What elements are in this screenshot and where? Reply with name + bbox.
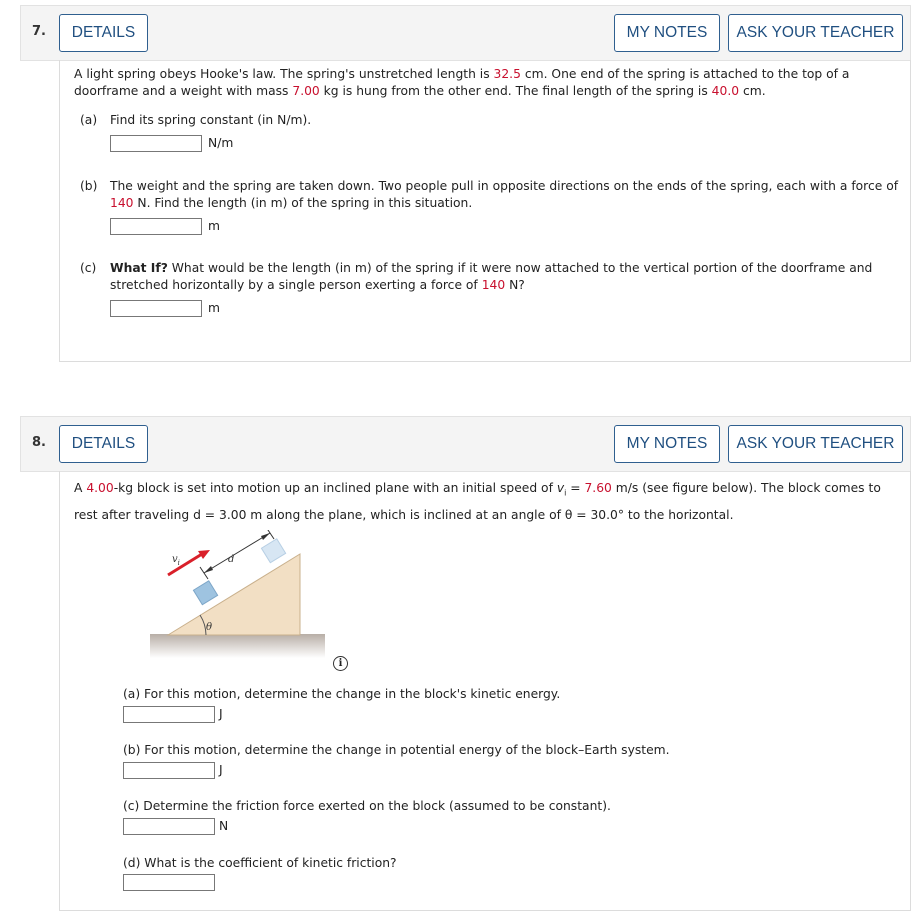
q8-part-c-text: (c) Determine the friction force exerted on the block (assumed to be constant). (123, 799, 611, 813)
q8-part-d-text: (d) What is the coefficient of kinetic friction? (123, 856, 397, 870)
my-notes-button[interactable]: MY NOTES (614, 14, 720, 52)
given-final-length: 40.0 (711, 84, 740, 98)
given-speed: 7.60 (584, 481, 612, 495)
q8-part-a-unit: J (219, 707, 223, 721)
part-c-text: What If? What would be the length (in m) of the spring if it were now attached to the vertical portion of the doorframe and stretched horizontally by a single person exerting a force of 140 N? (110, 261, 873, 292)
part-b-unit: m (208, 219, 220, 233)
part-c-unit: m (208, 301, 220, 315)
question-number: 7. (32, 24, 46, 39)
q8-part-b-unit: J (219, 763, 223, 777)
given-length: 32.5 (493, 67, 521, 81)
given-force: 140 (481, 278, 506, 292)
ground (150, 634, 325, 658)
part-a-label: (a) (80, 113, 98, 127)
my-notes-button[interactable]: MY NOTES (614, 425, 720, 463)
part-a-unit: N/m (208, 136, 234, 150)
block-final (261, 539, 285, 563)
given-mass: 4.00 (86, 481, 114, 495)
given-force: 140 (110, 196, 134, 210)
part-b-text: The weight and the spring are taken down. Two people pull in opposite directions on the ends of the spring, each with a force of 140 N. Find the length (in m) of the spring in this situation. (110, 179, 899, 210)
q8-part-d-answer-input[interactable] (123, 874, 215, 891)
distance-label: d (228, 554, 235, 565)
q8-part-b-text: (b) For this motion, determine the change in potential energy of the block–Earth system. (123, 743, 670, 757)
q8-part-b-answer-input[interactable] (123, 762, 215, 779)
question-7-text: A light spring obeys Hooke's law. The spring's unstretched length is 32.5 cm. One end of the spring is attached to the top of a doorframe and a weight with mass 7.00 kg is hung from the other end. The final length of the spring is 40.0 cm. (74, 67, 850, 98)
part-a-answer-input[interactable] (110, 135, 202, 152)
incline-ramp (168, 554, 300, 635)
q8-part-a-answer-input[interactable] (123, 706, 215, 723)
part-a-text: Find its spring constant (in N/m). (110, 113, 312, 127)
angle-label: θ (206, 622, 213, 633)
q8-part-a-text: (a) For this motion, determine the change in the block's kinetic energy. (123, 687, 561, 701)
part-c-label: (c) (80, 261, 97, 275)
block-initial (193, 581, 217, 605)
q8-part-c-unit: N (219, 819, 229, 833)
part-b-answer-input[interactable] (110, 218, 202, 235)
part-b-label: (b) (80, 179, 98, 193)
info-icon[interactable]: i (333, 656, 348, 671)
details-button[interactable]: DETAILS (59, 14, 148, 52)
question-8-text: A 4.00-kg block is set into motion up an inclined plane with an initial speed of $v_i = 7.60$ m/s (see figure below). The block comes to rest after traveling d = 3.00 m along the plane, which is inclined at an angle of θ = 30.0° to the horizontal. (74, 481, 881, 523)
velocity-label: $v_i$ (172, 554, 180, 567)
part-c-answer-input[interactable] (110, 300, 202, 317)
ask-your-teacher-button[interactable]: ASK YOUR TEACHER (728, 14, 903, 52)
incline-figure (140, 530, 340, 665)
ask-your-teacher-button[interactable]: ASK YOUR TEACHER (728, 425, 903, 463)
distance-dimension (204, 533, 270, 573)
given-mass: 7.00 (292, 84, 320, 98)
q8-part-c-answer-input[interactable] (123, 818, 215, 835)
question-number: 8. (32, 435, 46, 450)
details-button[interactable]: DETAILS (59, 425, 148, 463)
